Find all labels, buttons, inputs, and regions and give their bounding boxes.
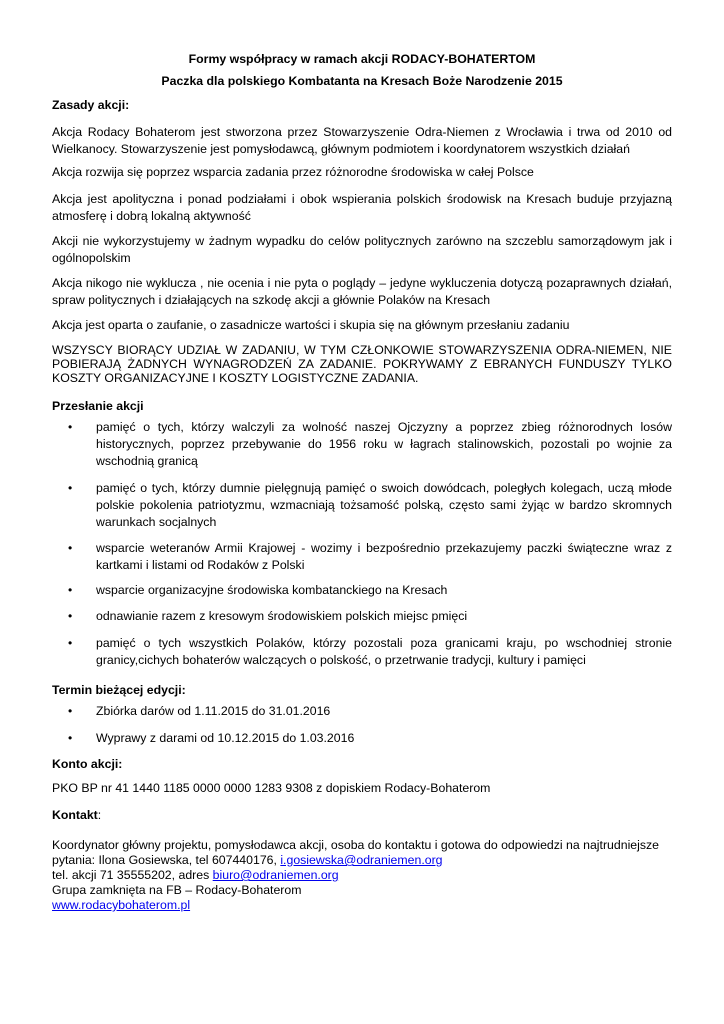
website-link[interactable]: www.rodacybohaterom.pl (52, 898, 191, 912)
bullet-icon: • (68, 704, 73, 718)
rules-paragraph-2: Akcja rozwija się poprzez wsparcia zadania przez różnorodne środowiska w całej Polsce (52, 165, 534, 179)
contact-line-3: tel. akcji 71 35555202, adres biuro@odraniemen.org (52, 868, 339, 882)
message-item-5: • odnawianie razem z kresowym środowiskiem polskich miejsc pmięci (68, 609, 468, 623)
edition-item-1: • Zbiórka darów od 1.11.2015 do 31.01.2016 (68, 704, 331, 718)
contact-block (52, 838, 672, 913)
contact-heading-colon: : (97, 808, 102, 822)
bullet-icon: • (68, 731, 73, 745)
message-heading: Przesłanie akcji (52, 399, 144, 413)
contact-line-4: Grupa zamknięta na FB – Rodacy-Bohaterom (52, 883, 302, 897)
office-email-link[interactable]: biuro@odraniemen.org (212, 868, 339, 882)
document-title-line1: Formy współpracy w ramach akcji RODACY-BOHATERTOM (188, 52, 536, 66)
contact-line-2: pytania: Ilona Gosiewska, tel 607440176, i.gosiewska@odraniemen.org (52, 853, 443, 867)
bullet-icon: • (68, 636, 73, 650)
bullet-icon: • (68, 583, 73, 597)
rules-paragraph-3: Akcja jest apolityczna i ponad podziałami i obok wspierania polskich środowisk na Kresach buduje przyjazną atmosferę i dobrą lokalną aktywność (52, 192, 672, 223)
document-title-line2: Paczka dla polskiego Kombatanta na Kresach Boże Narodzenie 2015 (161, 74, 563, 88)
rules-heading: Zasady akcji: (52, 98, 130, 112)
bullet-icon: • (68, 541, 73, 555)
message-item-6: • pamięć o tych wszystkich Polaków, którzy pozostali poza granicami kraju, po wschodniej stronie granicy,cichych bohaterów walczących o polskość, o przetrwanie tradycji, kultury i pamięci (68, 636, 672, 667)
message-item-3: • wsparcie weteranów Armii Krajowej - wozimy i bezpośrednio przekazujemy paczki świąteczne wraz z kartkami i listami od Rodaków z Polski (68, 541, 672, 572)
rules-paragraph-4: Akcji nie wykorzystujemy w żadnym wypadku do celów politycznych zarówno na szczeblu samorządowym jak i ogólnopolskim (52, 234, 672, 265)
coordinator-email-link[interactable]: i.gosiewska@odraniemen.org (280, 853, 443, 867)
contact-line-5 (52, 898, 672, 913)
contact-heading: Kontakt (52, 808, 98, 822)
edition-heading: Termin bieżącej edycji: (52, 683, 186, 697)
message-item-1: • pamięć o tych, którzy walczyli za wolność naszej Ojczyzny a poprzez zbieg różnorodnych losów historycznych, poprzez przebywanie do 1956 roku w łagrach stalinowskich, pozostali po wojnie za wschodnią granicą (68, 420, 672, 468)
contact-line-1: Koordynator główny projektu, pomysłodawca akcji, osoba do kontaktu i gotowa do odpowiedzi na najtrudniejsze (52, 838, 660, 852)
account-number: PKO BP nr 41 1440 1185 0000 0000 1283 9308 z dopiskiem Rodacy-Bohaterom (52, 781, 491, 795)
bullet-icon: • (68, 481, 73, 495)
message-item-4: • wsparcie organizacyjne środowiska kombatanckiego na Kresach (68, 583, 448, 597)
contact-heading-line (52, 807, 672, 824)
rules-paragraph-1: Akcja Rodacy Bohaterom jest stworzona przez Stowarzyszenie Odra-Niemen z Wrocławia i trwa od 2010 od Wielkanocy. Stowarzyszenie jest pomysłodawcą, głównym podmiotem i koordynatorem wszystkich działań (52, 125, 672, 156)
edition-item-2: • Wyprawy z darami od 10.12.2015 do 1.03.2016 (68, 731, 355, 745)
message-item-2: • pamięć o tych, którzy dumnie pielęgnują pamięć o swoich dowódcach, poległych kolegach, uczą młode polskie pokolenia patriotyzmu, wzmacniają tożsamość polską, często sami żyjąc w bardzo skromnych warunkach socjalnych (68, 481, 672, 529)
bullet-icon: • (68, 609, 73, 623)
rules-paragraph-7: WSZYSCY BIORĄCY UDZIAŁ W ZADANIU, W TYM CZŁONKOWIE STOWARZYSZENIA ODRA-NIEMEN, NIE POBIERAJĄ ŻADNYCH WYNAGRODZEŃ ZA ZADANIE. POKRYWAMY Z EBRANYCH FUNDUSZY TYLKO KOSZTY ORGANIZACYJNE I KOSZTY LOGISTYCZNE ZADANIA. (52, 343, 672, 385)
bullet-icon: • (68, 420, 73, 434)
rules-paragraph-6: Akcja jest oparta o zaufanie, o zasadnicze wartości i skupia się na głównym przesłaniu zadaniu (52, 318, 570, 332)
rules-paragraph-5: Akcja nikogo nie wyklucza , nie ocenia i nie pyta o poglądy – jedyne wykluczenia dotyczą pozaprawnych działań, spraw politycznych i działających na szkodę akcji a głównie Polaków na Kresach (52, 276, 672, 307)
account-heading: Konto akcji: (52, 757, 123, 771)
